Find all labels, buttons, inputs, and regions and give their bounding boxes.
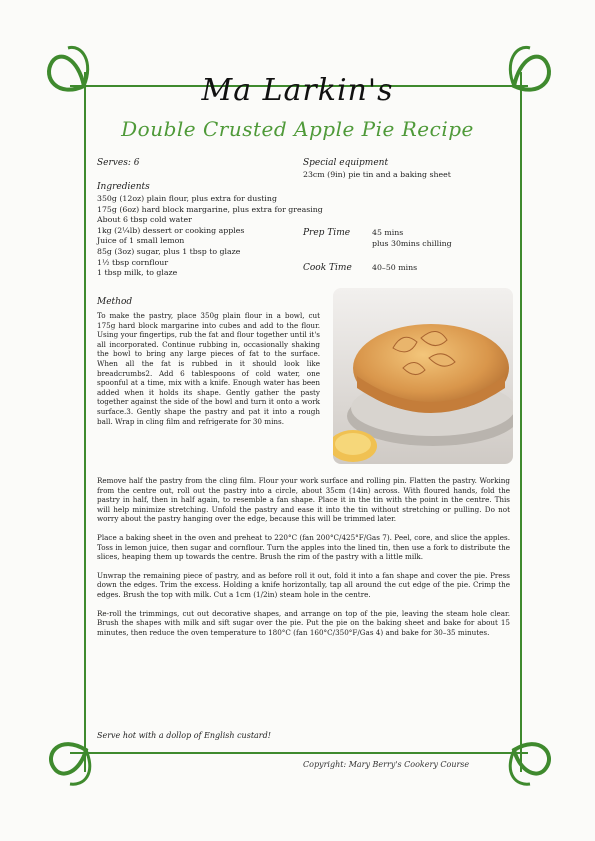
apple-pie-photo	[333, 288, 513, 464]
serves-label: Serves: 6	[97, 158, 140, 168]
equipment-label: Special equipment	[303, 158, 389, 168]
ingredients-list	[97, 194, 323, 279]
ingredient-item: 175g (6oz) hard block margarine, plus extra for greasing	[97, 204, 323, 214]
ingredient-item: About 6 tbsp cold water	[97, 215, 192, 225]
cook-time-value: 40–50 mins	[372, 263, 418, 272]
recipe-subtitle: Double Crusted Apple Pie Recipe	[121, 117, 474, 141]
ingredients-label: Ingredients	[97, 182, 150, 192]
method-step: Remove half the pastry from the cling film. Flour your work surface and rolling pin. Flatten the pastry. Working from the centre out, roll out the pastry into a circle, about 35cm (14in) across. With floured hands, fold the pastry in half, then in half again, to resemble a fan shape. Place it in the tin with the point in the centre. This will help minimize stretching. Unfold the pastry and ease it into the tin without stretching or pulling. Do not worry about the pastry hanging over the edge, because this will be trimmed later.	[97, 476, 510, 524]
method-step-pastry: To make the pastry, place 350g plain flour in a bowl, cut 175g hard block margarine into cubes and add to the flour. Using your fingertips, rub the fat and flour together until it's all incorporated. Continue rubbing in, occasionally shaking the bowl to bring any large pieces of fat to the surface. When all the fat is rubbed in it should look like breadcrumbs2. Add 6 tablespoons of cold water, one spoonful at a time, mix with a knife. Enough water has been added when it holds its shape. Gently gather the pasty together against the side of the bowl and turn it onto a work surface.3. Gently shape the pastry and pat it into a rough ball. Wrap in cling film and refrigerate for 30 mins.	[97, 311, 320, 426]
copyright-note: Copyright: Mary Berry's Cookery Course	[303, 760, 470, 769]
prep-time-extra: plus 30mins chilling	[372, 239, 452, 248]
ribbon-bow-bottom-left-icon	[40, 730, 100, 790]
recipe-title: Ma Larkin's	[201, 73, 394, 108]
frame-left-line	[84, 72, 86, 772]
method-step: Place a baking sheet in the oven and preheat to 220°C (fan 200°C/425°F/Gas 7). Peel, core, and slice the apples. Toss in lemon juice, then sugar and cornflour. Turn the apples into the lined tin, then use a fork to distribute the slices, heaping them up towards the centre. Brush the rim of the pastry with a little milk.	[97, 532, 510, 562]
equipment-value: 23cm (9in) pie tin and a baking sheet	[303, 170, 451, 179]
ingredient-item: 85g (3oz) sugar, plus 1 tbsp to glaze	[97, 246, 241, 256]
ingredient-item: 350g (12oz) plain flour, plus extra for dusting	[97, 194, 277, 203]
frame-right-line	[520, 72, 522, 772]
ingredient-item: 1 tbsp milk, to glaze	[97, 268, 178, 278]
ribbon-bow-bottom-right-icon	[500, 730, 560, 790]
prep-time-value: 45 mins	[372, 228, 404, 237]
method-step: Re-roll the trimmings, cut out decorative shapes, and arrange on top of the pie, leaving the steam hole clear. Brush the shapes with milk and sift sugar over the pie. Put the pie on the baking sheet and bake for about 15 minutes, then reduce the oven temperature to 180°C (fan 160°C/350°F/Gas 4) and bake for 30–35 minutes.	[97, 608, 510, 637]
ingredient-item: 1½ tbsp cornflour	[97, 257, 169, 267]
cook-time-label: Cook Time	[303, 263, 352, 273]
method-step: Unwrap the remaining piece of pastry, and as before roll it out, fold it into a fan shape and cover the pie. Press down the edges. Trim the excess. Holding a knife horizontally, tap all around the cut edge of the pie. Crimp the edges. Brush the top with milk. Cut a 1cm (1/2in) steam hole in the centre.	[97, 570, 510, 599]
serving-note: Serve hot with a dollop of English custard!	[97, 731, 271, 740]
ingredient-item: 1kg (2¼lb) dessert or cooking apples	[97, 225, 245, 235]
ingredient-item: Juice of 1 small lemon	[97, 236, 185, 246]
prep-time-label: Prep Time	[303, 228, 351, 238]
method-steps	[97, 476, 510, 646]
frame-bottom-line	[70, 752, 528, 754]
method-label: Method	[97, 297, 133, 307]
